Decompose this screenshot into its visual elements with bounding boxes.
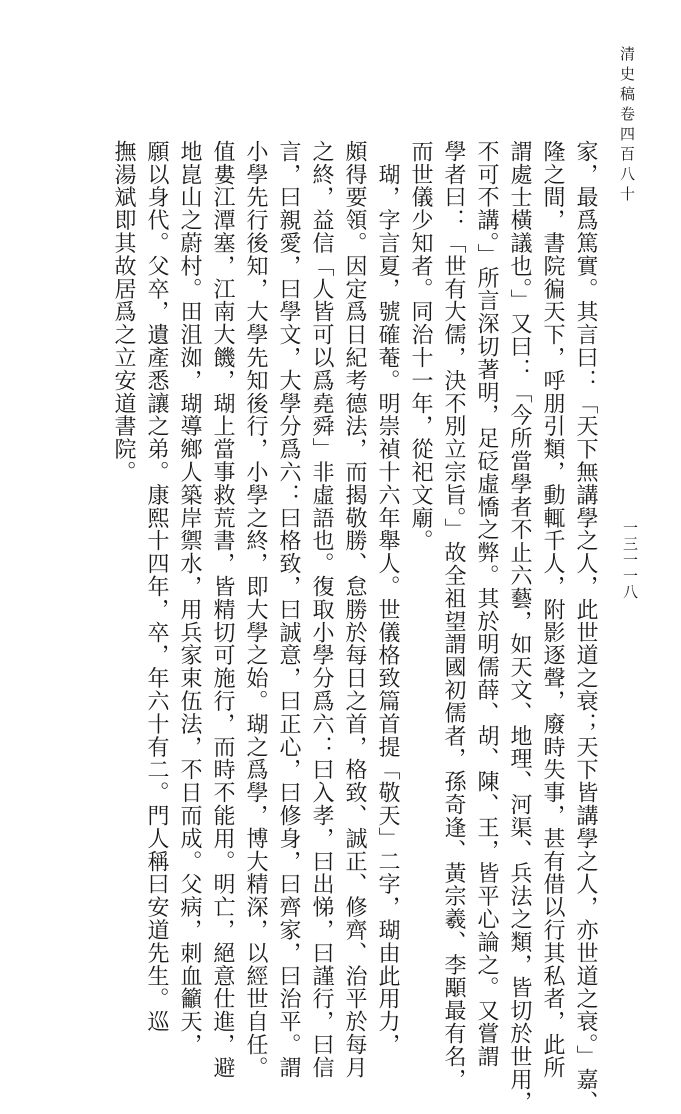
text-column: 瑚，字言夏，號確菴。明崇禎十六年舉人。世儀格致篇首提「敬天」二字，瑚由此用力，: [375, 140, 400, 1056]
text-column: 謂處士橫議也。」又曰：「今所當學者不止六藝，如天文、地理、河渠、兵法之類，皆切於世用，: [507, 140, 532, 1114]
text-column: 頗得要領。因定爲日紀考德法，而揭敬勝、怠勝於每日之首，格致、誠正、修齊、治平於每月: [342, 140, 367, 1079]
text-column: 地崑山之蔚村。田沮洳，瑚導鄉人築岸禦水，用兵家束伍法，不日而成。父病，刺血籲天，: [177, 140, 202, 1056]
text-column: 小學先行後知，大學先知後行，小學之終，即大學之始。瑚之爲學，博大精深，以經世自任。: [243, 140, 268, 1079]
text-column: 言，曰親愛，曰學文，大學分爲六：曰格致，曰誠意，曰正心，曰修身，曰齊家，曰治平。謂: [276, 140, 301, 1079]
text-column: 學者曰：「世有大儒，決不別立宗旨。」故全祖望謂國初儒者，孫奇逢、黃宗羲、李顒最有名，: [441, 140, 466, 1091]
text-column: 撫湯斌即其故居爲之立安道書院。: [111, 140, 136, 484]
running-head: 清史稿卷四百八十: [618, 46, 636, 206]
text-column: 值婁江潭塞，江南大饑，瑚上當事救荒書，皆精切可施行，而時不能用。明亡，絕意仕進，避: [210, 140, 235, 1079]
text-column: 之終，益信「人皆可以爲堯舜」非虛語也。復取小學分爲六：曰入孝，曰出悌，曰謹行，曰信: [309, 140, 334, 1079]
text-column: 而世儀少知者。同治十一年，從祀文廟。: [408, 140, 433, 553]
text-column: 隆之間，書院徧天下，呼朋引類，動輒千人，附影逐聲，廢時失事，甚有借以行其私者，此所: [540, 140, 565, 1079]
text-column: 不可不講。」所言深切著明，足砭虛憍之弊。其於明儒薛、胡、陳、王，皆平心論之。又嘗謂: [474, 140, 499, 1068]
text-column: 願以身代。父卒，遺產悉讓之弟。康熙十四年，卒，年六十有二。門人稱曰安道先生。巡: [144, 140, 169, 1034]
page-number: 一三一一八: [621, 520, 639, 600]
text-column: 家，最爲篤實。其言曰：「天下無講學之人，此世道之衰；天下皆講學之人，亦世道之衰。」嘉、: [573, 140, 598, 1114]
